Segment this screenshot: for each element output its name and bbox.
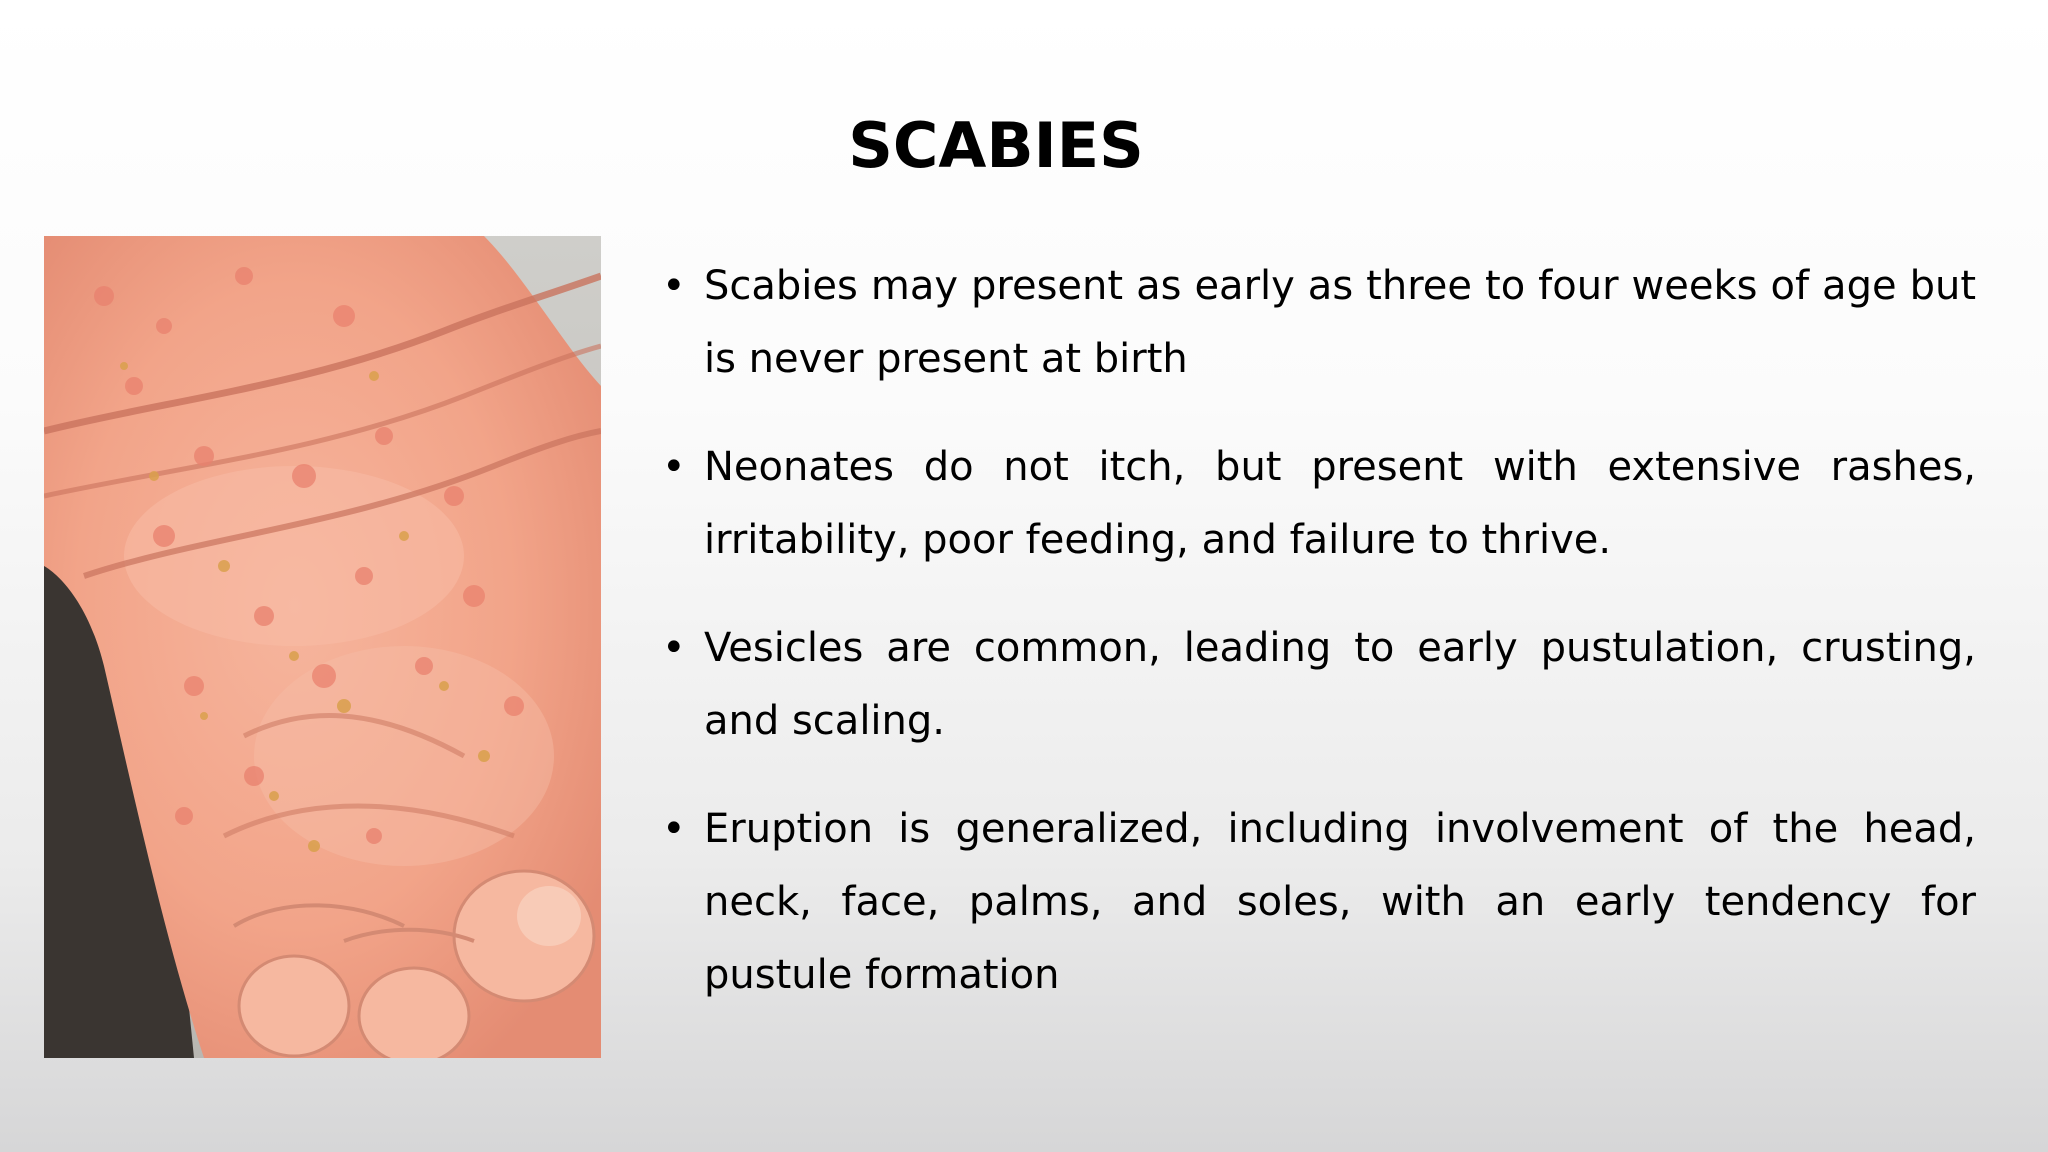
bullet-list [662,250,1976,1047]
bullet-mark: • [662,625,686,671]
bullet-text: Neonates do not itch, but present with extensive rashes, irritability, poor feeding, and failure to thrive. [704,444,1976,563]
bullet-item [662,431,1976,577]
bullet-item [662,612,1976,758]
bullet-text: Scabies may present as early as three to four weeks of age but is never present at birth [704,263,1976,382]
bullet-item [662,250,1976,396]
bullet-mark: • [662,806,686,852]
slide-title: SCABIES [848,109,1144,182]
bullet-mark: • [662,444,686,490]
bullet-mark: • [662,263,686,309]
scabies-infant-hand-photo [44,236,601,1058]
bullet-text: Eruption is generalized, including involvement of the head, neck, face, palms, and soles, with an early tendency for pustule formation [704,806,1976,998]
bullet-item [662,793,1976,1012]
bullet-text: Vesicles are common, leading to early pustulation, crusting, and scaling. [704,625,1976,744]
